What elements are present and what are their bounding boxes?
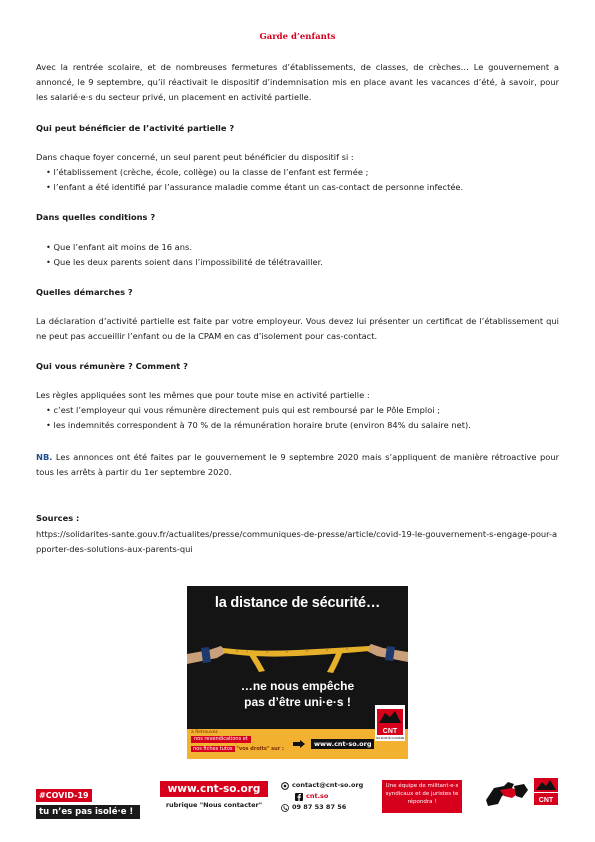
contact-email-row: [281, 780, 363, 791]
poster-subline-1: …ne nous empêche: [240, 679, 355, 693]
contact-phone-row: [281, 802, 363, 813]
list-item: • l’enfant a été identifié par l’assurance maladie comme étant un cas-contact de personne infectée.: [46, 180, 463, 195]
sources-link[interactable]: https://solidarites-sante.gouv.fr/actualites/presse/communiques-de-presse/article/covid-19-le-gouvernement-s-engage-pour-apporter-des-solutions-aux-parents-qui: [36, 529, 558, 554]
team-message-box: Une équipe de militant·e·s syndicaux et de juristes te répondra !: [382, 780, 462, 813]
section-heading-conditions: Dans quelles conditions ?: [36, 212, 156, 222]
list-payment: [46, 403, 471, 433]
measuring-tape-hands-icon: [187, 616, 408, 676]
intro-paragraph: Avec la rentrée scolaire, et de nombreuses fermetures d’établissements, de classes, de crèches… Le gouvernement a annoncé, le 9 septembre, qu’il réactivait le dispositif d’indemnisation mis en place avant les vacances d’été, à savoir, pour les salarié·e·s du secteur privé, un placement en activité partielle.: [36, 62, 559, 102]
website-link[interactable]: www.cnt-so.org: [160, 781, 268, 797]
pointing-hand-icon: [293, 740, 305, 748]
contact-block: [281, 780, 363, 813]
at-sign-icon: [281, 782, 289, 790]
poster-bar-line3b: "vos droits" sur :: [234, 746, 284, 752]
covid-banner: [36, 783, 140, 819]
poster-url[interactable]: www.cnt-so.org: [311, 739, 374, 749]
solidarity-poster: [187, 586, 408, 759]
facebook-icon: [295, 793, 303, 801]
covid-message: tu n’es pas isolé·e !: [36, 805, 140, 819]
list-item: • Que les deux parents soient dans l’impossibilité de télétravailler.: [46, 255, 323, 270]
list-item: • l’établissement (crèche, école, collège) ou la classe de l’enfant est fermée ;: [46, 165, 463, 180]
contact-phone[interactable]: 09 87 53 87 56: [292, 803, 347, 811]
list-conditions: [46, 240, 323, 270]
nb-label: NB.: [36, 452, 53, 462]
footer-logo-text: CNT: [538, 797, 554, 804]
poster-subline-2: pas d’être uni·e·s !: [244, 695, 351, 709]
poster-headline: la distance de sécurité…: [214, 595, 381, 611]
contact-email[interactable]: contact@cnt-so.org: [292, 781, 364, 789]
cnt-footer-logo-icon: [484, 776, 560, 812]
section-text-steps: La déclaration d’activité partielle est faite par votre employeur. Vous devez lui présenter un certificat de l’établissement qui ne peut pas accueillir l’enfant ou de la CPAM en cas d’isolement pour cas-contact.: [36, 316, 559, 341]
covid-tag: #COVID-19: [36, 789, 92, 802]
section-text-payment: Les règles appliquées sont les mêmes que pour toute mise en activité partielle :: [36, 390, 370, 400]
phone-icon: [281, 804, 289, 812]
poster-bar-line2: nos revendications et: [191, 736, 251, 743]
section-heading-beneficiaries: Qui peut bénéficier de l’activité partielle ?: [36, 123, 235, 133]
poster-bar-line3a: nos fiches tutos: [193, 746, 233, 752]
poster-footer-bar: [187, 729, 408, 759]
section-heading-payment: Qui vous rémunère ? Comment ?: [36, 361, 188, 371]
contact-facebook-row: [281, 791, 363, 802]
nb-text: Les annonces ont été faites par le gouvernement le 9 septembre 2020 mais s’appliquent de manière rétroactive pour tous les arrêts à partir du 1er septembre 2020.: [36, 452, 559, 477]
section-heading-steps: Quelles démarches ?: [36, 287, 133, 297]
document-title: Garde d’enfants: [259, 32, 336, 42]
list-item: • les indemnités correspondent à 70 % de la rémunération horaire brute (environ 84% du salaire net).: [46, 418, 471, 433]
poster-bar-line3: [191, 746, 284, 753]
section-text-beneficiaries: Dans chaque foyer concerné, un seul parent peut bénéficier du dispositif si :: [36, 152, 354, 162]
list-beneficiaries: [46, 165, 463, 195]
website-block: [160, 781, 268, 809]
contact-facebook[interactable]: cnt.so: [306, 792, 329, 800]
nb-paragraph: [36, 450, 559, 480]
poster-logo-text: CNT: [382, 728, 398, 735]
cnt-logo-icon: [375, 705, 405, 741]
list-item: • Que l’enfant ait moins de 16 ans.: [46, 240, 323, 255]
sources-heading: Sources :: [36, 513, 80, 523]
poster-bar-line1: à Retrouvez: [191, 730, 218, 735]
poster-logo-sub: SOLIDARITÉ OUVRIÈRE: [375, 737, 405, 740]
website-subtitle: rubrique "Nous contacter": [165, 801, 263, 809]
list-item: • c’est l’employeur qui vous rémunère directement puis qui est remboursé par le Pôle Emploi ;: [46, 403, 471, 418]
